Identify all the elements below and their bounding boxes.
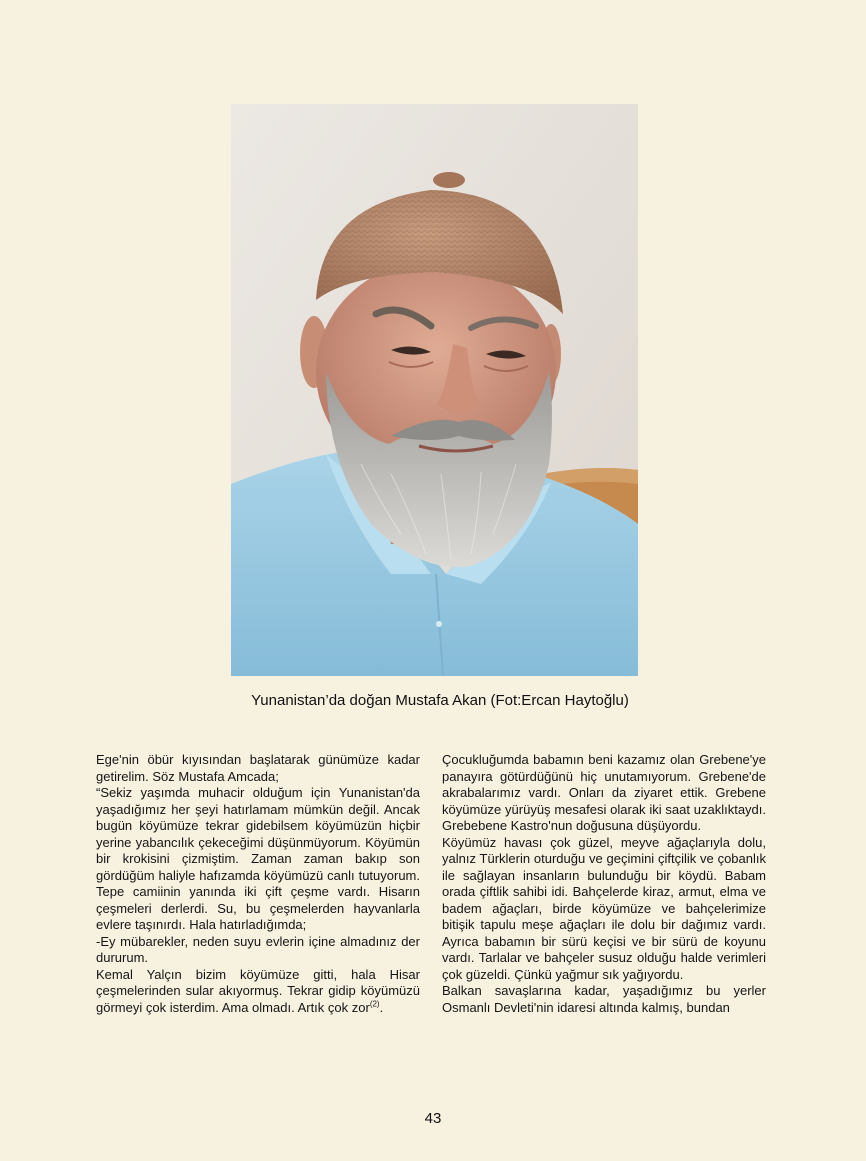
paragraph: Çocukluğumda babamın beni kazamız olan Grebene'ye panayıra götürdüğünü hiç unutamıyorum. Grebene'de akrabalarımız vardı. Onları da ziyaret ettik. Grebene köyümüze yürüyüş mesafesi olarak iki saat uzaklıktaydı. Grebebene Kastro'nun doğusuna düşüyordu. (442, 752, 766, 833)
paragraph: Balkan savaşlarına kadar, yaşadığımız bu yerler Osmanlı Devleti'nin idaresi altında kalmış, bundan (442, 983, 766, 1015)
paragraph: Köyümüz havası çok güzel, meyve ağaçlarıyla dolu, yalnız Türklerin oturduğu ve geçimini çiftçilik ve çobanlık ile sağlayan insanların bulunduğu bir köydü. Babam orada çiftlik sahibi idi. Bahçelerde kiraz, armut, elma ve badem ağaçları, birde köyümüze ve bahçelerimize bitişik tapulu meşe ağaçları ile dolu bir dağımız vardı. Ayrıca babamın bir sürü keçisi ve bir sürü de koyunu vardı. Tarlalar ve bahçeler susuz olduğu halde verimleri çok güzeldi. Çünkü yağmur sık yağıyordu. (442, 834, 766, 982)
paragraph: “Sekiz yaşımda muhacir olduğum için Yunanistan'da yaşadığımız her şeyi hatırlamam mümkün değil. Ancak bugün köyümüze tekrar gidebilsem köyümüzün hiçbir yerine yabancılık çekeceğimi düşünmüyorum. Köyümün bir krokisini çizmiştim. Zaman zaman bakıp son gördüğüm haliyle hafızamda köyümüzü canlı tutuyorum. Tepe camiinin yanında iki çift çeşme vardı. Hisarın çeşmeleri derlerdi. Su, bu çeşmelerden hayvanlarla evlere taşınırdı. Hala hatırladığımda; (96, 785, 420, 932)
paragraph-with-footnote (96, 967, 420, 1017)
paragraph-text: Kemal Yalçın bizim köyümüze gitti, hala Hisar çeşmelerinden sular akıyormuş. Tekrar gidip köyümüzü görmeyi çok isterdim. Ama olmadı. Artık çok zor (96, 966, 420, 1015)
footnote-marker[interactable]: (2) (369, 999, 380, 1009)
page-number: 43 (424, 1110, 442, 1127)
portrait-photo (231, 104, 638, 676)
paragraph-end: . (379, 999, 384, 1015)
paragraph: -Ey mübarekler, neden suyu evlerin içine almadınız der dururum. (96, 933, 420, 965)
left-text-column (96, 752, 420, 1016)
photo-caption: Yunanistan’da doğan Mustafa Akan (Fot:Ercan Haytoğlu) (251, 692, 629, 709)
paragraph: Ege'nin öbür kıyısından başlatarak günümüze kadar getirelim. Söz Mustafa Amcada; (96, 752, 420, 784)
right-text-column (442, 752, 766, 1016)
